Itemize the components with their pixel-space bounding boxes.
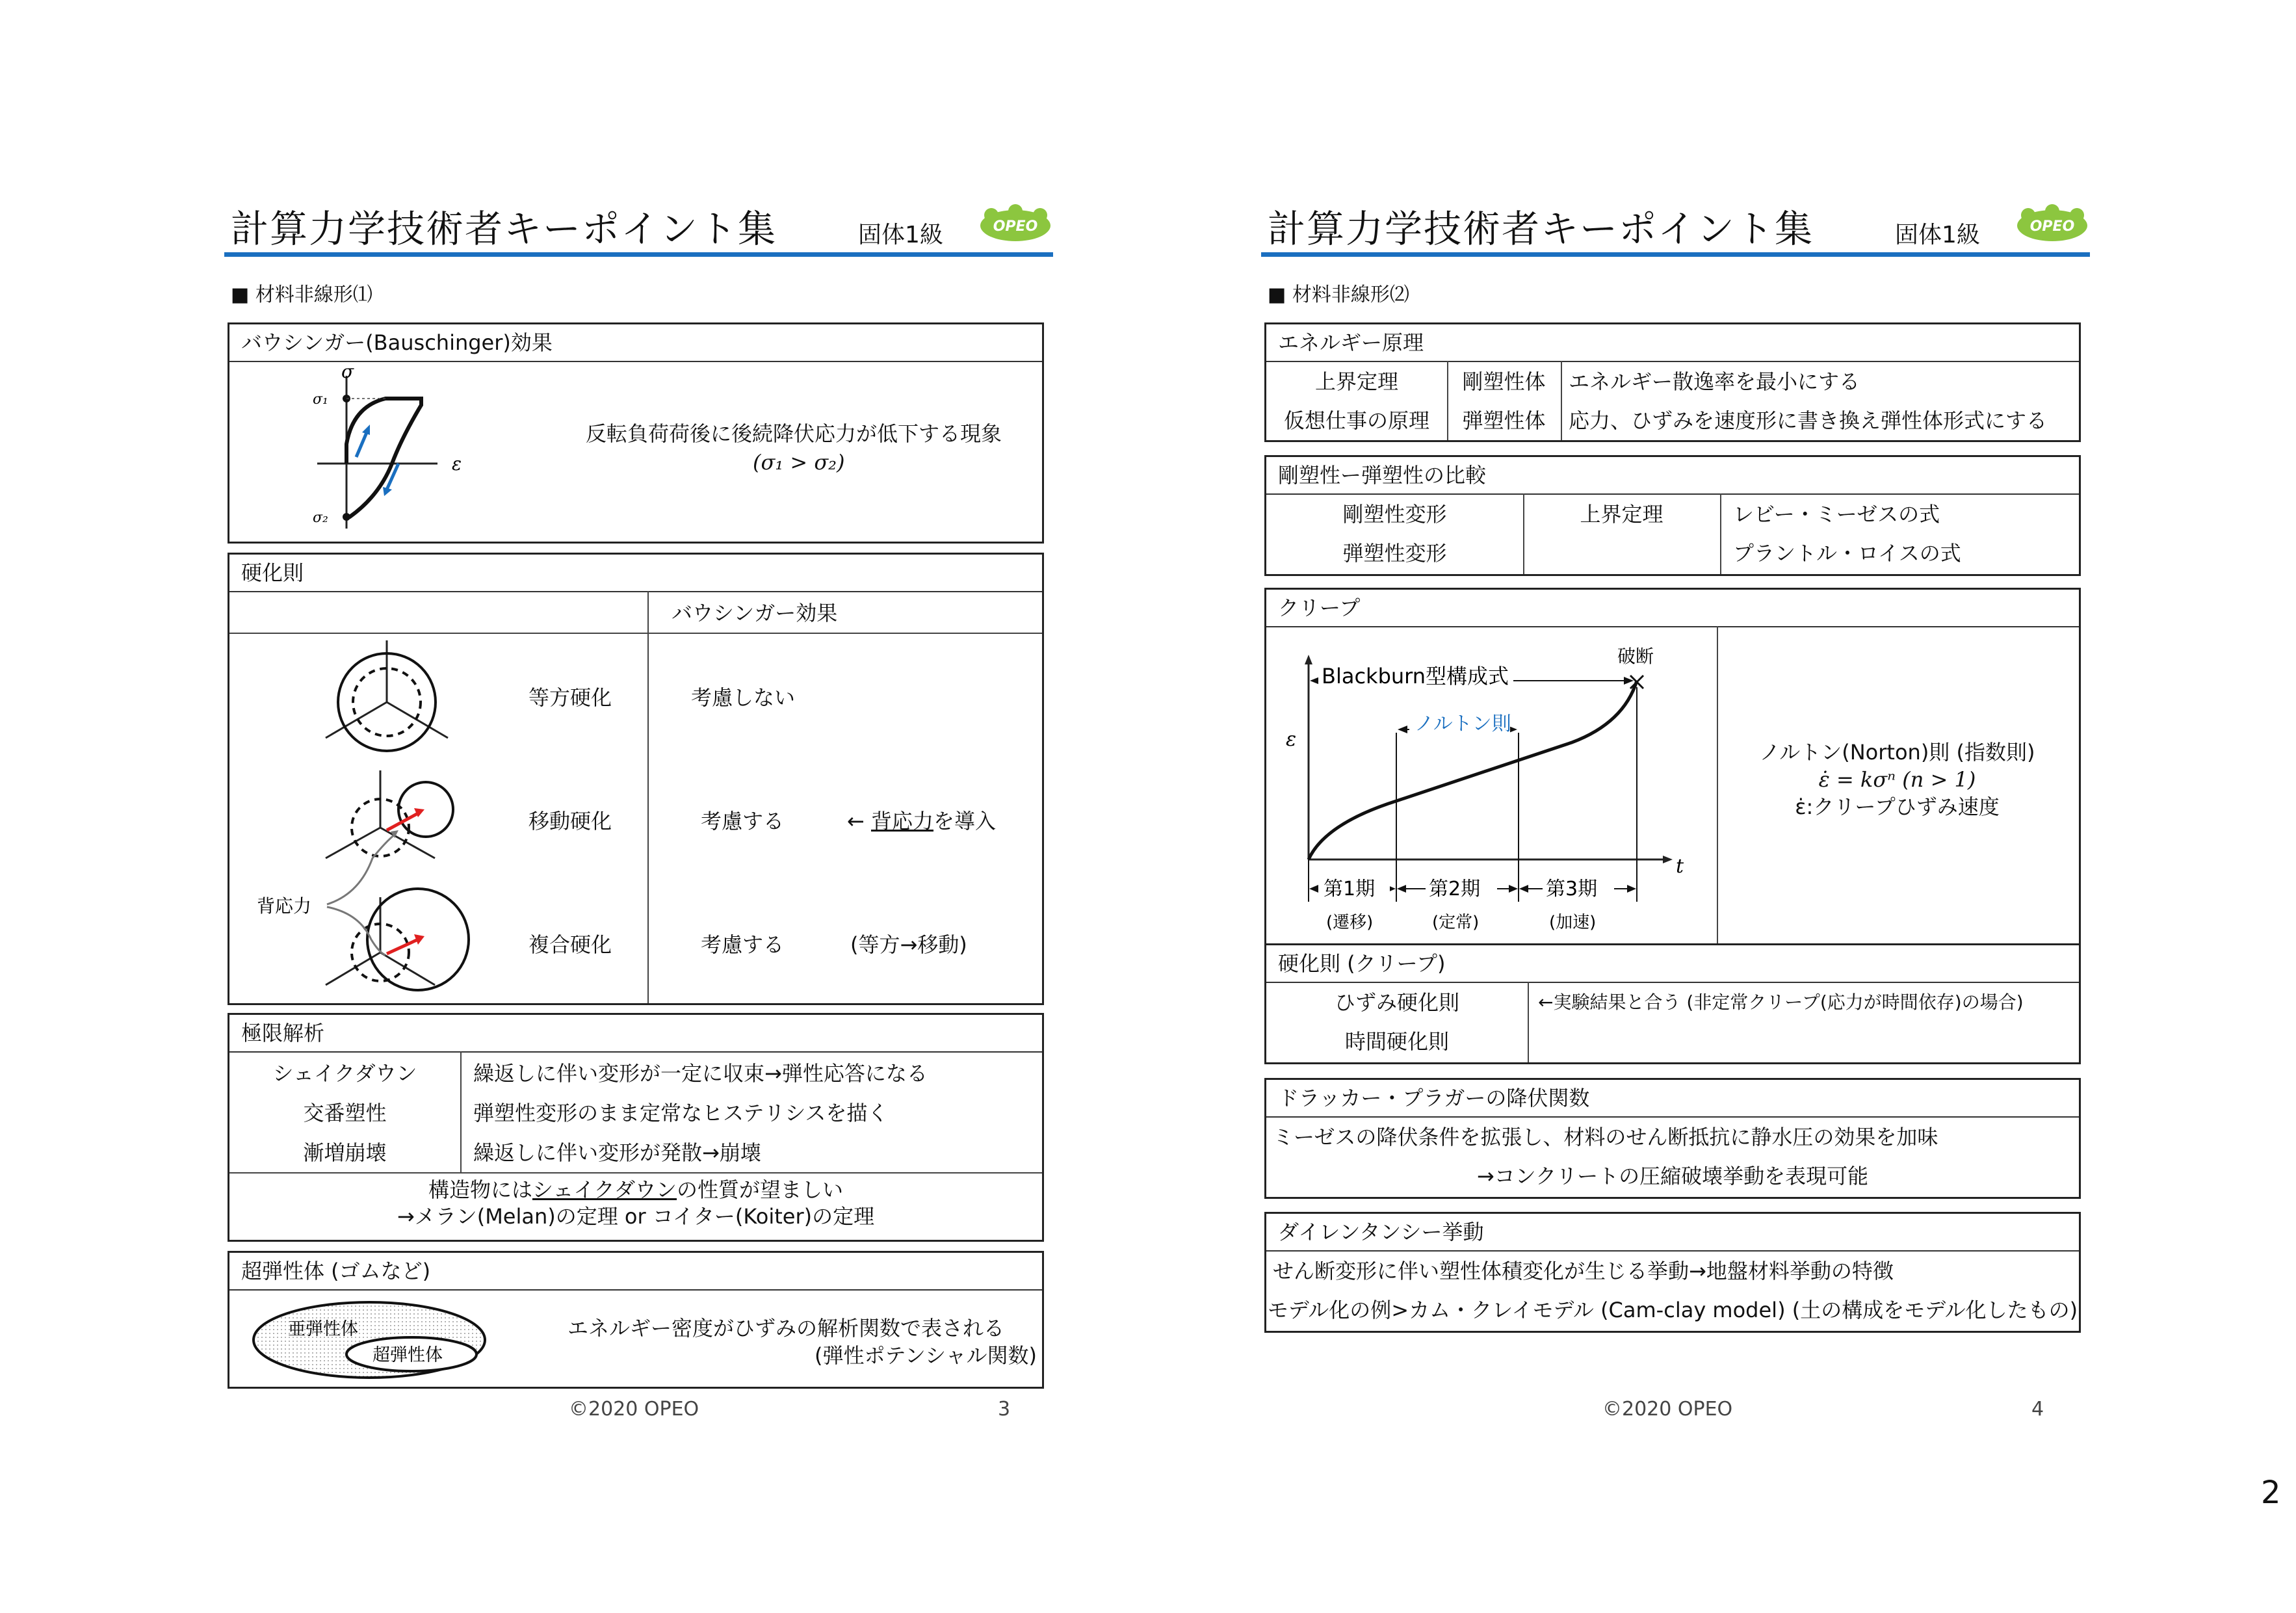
creep-hardening-box: [1264, 943, 2081, 1064]
creep-hardening-row: ひずみ硬化則: [1334, 990, 1459, 1015]
stage-name: 第2期: [1429, 878, 1481, 900]
back-stress-label: 背応力: [257, 895, 312, 917]
dilatancy-line-2: モデル化の例>カム・クレイモデル (Cam-clay model) (土の構成をモデル化したもの): [1267, 1298, 2078, 1322]
bauschinger-hysteresis-diagram: [288, 366, 509, 535]
svg-text:OPEO: OPEO: [993, 218, 1038, 235]
grade-label: 固体1級: [1895, 222, 1980, 248]
row-name-isotropic: 等方硬化: [528, 685, 612, 710]
box-title: エネルギー原理: [1266, 324, 2079, 362]
energy-row-a: 仮想仕事の原理: [1283, 408, 1429, 433]
slide-title: 計算力学技術者キーポイント集: [1268, 207, 1814, 251]
header-rule: [224, 252, 1053, 257]
rupture-label: 破断: [1617, 646, 1654, 667]
drucker-line-1: ミーゼスの降伏条件を拡張し、材料のせん断抵抗に静水圧の効果を加味: [1273, 1125, 1938, 1149]
stage-sub: (定常): [1432, 913, 1480, 932]
sheet-number: 2: [2261, 1475, 2281, 1511]
hyperelastic-box: [228, 1251, 1044, 1389]
slide-page-4: [1261, 0, 2106, 1495]
limit-row-desc: 繰返しに伴い変形が一定に収束→弾性応答になる: [473, 1061, 928, 1086]
compare-row-c: プラントル・ロイスの式: [1733, 541, 1961, 566]
column-divider: [460, 1051, 462, 1172]
box-title: ドラッカー・プラガーの降伏関数: [1266, 1080, 2079, 1118]
stage-name: 第1期: [1324, 878, 1376, 900]
creep-box: [1264, 588, 2081, 949]
section-heading: ■ 材料非線形⑴: [231, 283, 372, 306]
dilatancy-box: [1264, 1212, 2081, 1333]
stage-sub: (加速): [1549, 913, 1597, 932]
column-divider: [1561, 361, 1562, 440]
header-rule: [1261, 252, 2090, 257]
creep-t-label: t: [1676, 855, 1684, 878]
opeo-logo: [978, 203, 1053, 246]
limit-row-name: 漸増崩壊: [303, 1140, 387, 1165]
footer-page-number: 3: [998, 1398, 1011, 1421]
blackburn-label: Blackburn型構成式: [1322, 664, 1509, 688]
table-rule: [229, 1172, 1042, 1174]
slide-header: [1261, 198, 2090, 257]
box-title: 硬化則 (クリープ): [1266, 945, 2079, 983]
compare-row-b: 上界定理: [1580, 502, 1663, 527]
slide-header: [224, 198, 1053, 257]
norton-law-equation: ε̇ = kσⁿ (n > 1): [1818, 767, 1976, 792]
limit-row-desc: 繰返しに伴い変形が発散→崩壊: [473, 1140, 761, 1165]
hyperelastic-label: 超弾性体: [372, 1345, 443, 1365]
limit-row-name: 交番塑性: [303, 1101, 387, 1125]
row-effect-combined: 考慮する: [701, 932, 785, 957]
dilatancy-line-1: せん断変形に伴い塑性体積変化が生じる挙動→地盤材料挙動の特徴: [1273, 1259, 1894, 1283]
box-title: 剛塑性ー弾塑性の比較: [1266, 457, 2079, 495]
energy-row-c: 応力、ひずみを速度形に書き換え弾性体形式にする: [1569, 408, 2048, 433]
sigma2-label: σ₂: [313, 510, 328, 526]
yield-surface-diagrams: [229, 634, 502, 1001]
bauschinger-formula: (σ₁ > σ₂): [753, 450, 845, 475]
creep-curve-diagram: [1273, 629, 1715, 945]
box-title: 超弾性体 (ゴムなど): [229, 1253, 1042, 1291]
norton-law-title: ノルトン(Norton)則 (指数則): [1759, 740, 2035, 765]
back-stress-underlined: 背応力: [870, 809, 933, 833]
stage-name: 第3期: [1546, 878, 1598, 900]
limit-analysis-box: [228, 1013, 1044, 1242]
grade-label: 固体1級: [858, 222, 943, 248]
plasticity-comparison-box: [1264, 455, 2081, 576]
row-effect-kinematic: 考慮する: [701, 809, 785, 833]
compare-row-c: レビー・ミーゼスの式: [1733, 502, 1940, 527]
sigma1-label: σ₁: [313, 391, 328, 408]
limit-note-1: 構造物にはシェイクダウンの性質が望ましい: [428, 1177, 844, 1202]
creep-hardening-row: 時間硬化則: [1344, 1029, 1449, 1054]
row-effect-isotropic: 考慮しない: [691, 685, 796, 710]
limit-note-2: →メラン(Melan)の定理 or コイター(Koiter)の定理: [397, 1204, 875, 1229]
footer-copyright: ©2020 OPEO: [1602, 1398, 1733, 1421]
slide-title: 計算力学技術者キーポイント集: [231, 207, 777, 251]
hypoelastic-label: 亜弾性体: [288, 1319, 358, 1339]
sigma-axis-label: σ: [341, 366, 354, 382]
norton-law-definition: ε̇:クリープひずみ速度: [1795, 794, 2000, 819]
bauschinger-description: 反転負荷荷後に後続降伏応力が低下する現象: [586, 421, 1002, 446]
drucker-line-2: →コンクリートの圧縮破壊挙動を表現可能: [1476, 1164, 1869, 1188]
limit-row-name: シェイクダウン: [272, 1061, 417, 1086]
footer-page-number: 4: [2031, 1398, 2044, 1421]
opeo-logo: [2015, 203, 2090, 246]
hyperelastic-desc-2: (弾性ポテンシャル関数): [815, 1343, 1037, 1368]
eps-axis-label: ε: [452, 453, 462, 475]
column-divider: [1720, 493, 1721, 574]
box-title: クリープ: [1266, 590, 2079, 627]
svg-text:OPEO: OPEO: [2029, 218, 2075, 235]
row-name-kinematic: 移動硬化: [528, 809, 612, 833]
compare-row-a: 剛塑性変形: [1342, 502, 1447, 527]
creep-eps-label: ε: [1286, 728, 1297, 751]
row-note-combined: (等方→移動): [850, 932, 967, 957]
hardening-rule-box: [228, 553, 1044, 1005]
stage-sub: (遷移): [1326, 913, 1374, 932]
column-divider: [647, 591, 649, 1003]
box-title: 硬化則: [229, 555, 1042, 592]
column-divider: [1528, 982, 1529, 1062]
drucker-prager-box: [1264, 1078, 2081, 1199]
energy-row-b: 剛塑性体: [1462, 369, 1546, 394]
energy-principle-box: [1264, 322, 2081, 442]
box-title: バウシンガー(Bauschinger)効果: [229, 324, 1042, 362]
compare-row-a: 弾塑性変形: [1342, 541, 1447, 566]
box-title: ダイレンタンシー挙動: [1266, 1214, 2079, 1252]
footer-copyright: ©2020 OPEO: [569, 1398, 699, 1421]
row-note-kinematic: ← 背応力を導入: [847, 809, 997, 833]
energy-row-c: エネルギー散逸率を最小にする: [1569, 369, 1860, 394]
slide-page-3: [224, 0, 1069, 1495]
limit-row-desc: 弾塑性変形のまま定常なヒステリシスを描く: [473, 1101, 889, 1125]
elastic-class-ellipses: [249, 1297, 496, 1382]
box-title: 極限解析: [229, 1015, 1042, 1053]
energy-row-b: 弾塑性体: [1462, 408, 1546, 433]
norton-label: ノルトン則: [1415, 713, 1511, 735]
energy-row-a: 上界定理: [1314, 369, 1398, 394]
creep-hardening-note: ←実験結果と合う (非定常クリープ(応力が時間依存)の場合): [1538, 991, 2024, 1013]
hyperelastic-desc-1: エネルギー密度がひずみの解析関数で表される: [567, 1316, 1005, 1341]
bauschinger-box: [228, 322, 1044, 544]
section-heading: ■ 材料非線形⑵: [1268, 283, 1409, 306]
column-header-bauschinger: バウシンガー効果: [672, 601, 838, 625]
row-name-combined: 複合硬化: [528, 932, 612, 957]
